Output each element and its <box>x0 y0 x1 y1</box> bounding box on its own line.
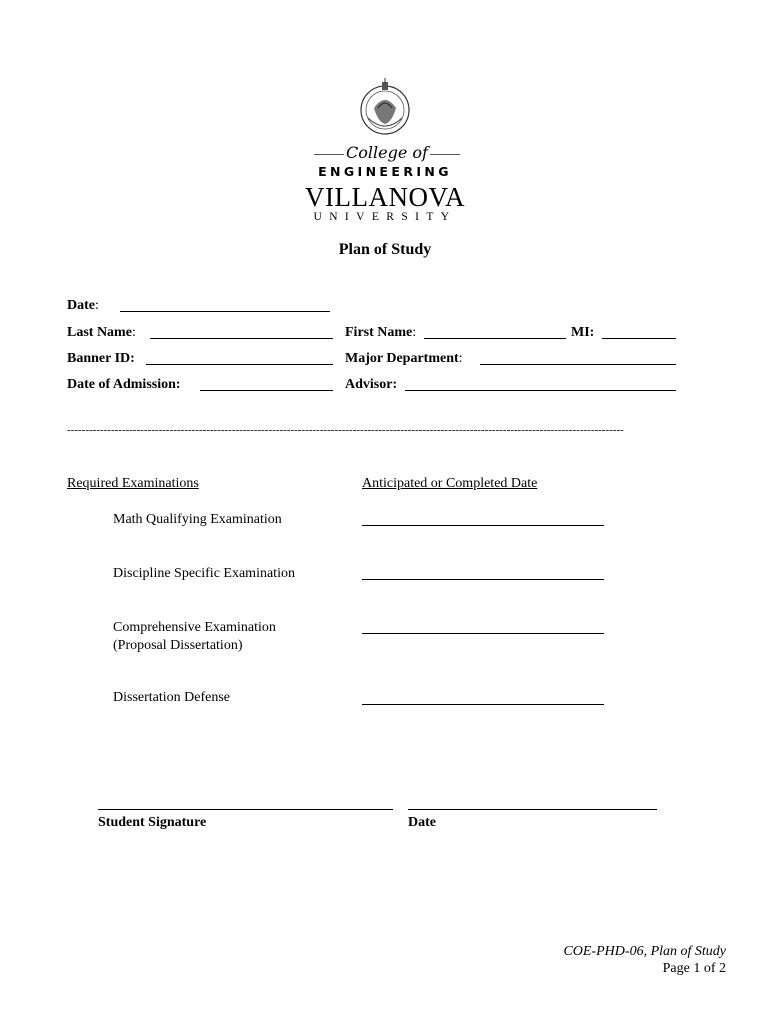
exam-date-line-discipline-specific[interactable] <box>362 579 604 580</box>
advisor-line[interactable] <box>405 378 676 391</box>
engineering-wordmark: ENGINEERING <box>318 164 452 179</box>
date-of-admission-label: Date of Admission: <box>67 377 181 392</box>
mi-line[interactable] <box>602 326 676 339</box>
date-field-line[interactable] <box>120 299 330 312</box>
date-field-label: Date: <box>67 298 99 313</box>
signature-date-label: Date <box>408 815 436 830</box>
required-examinations-heading: Required Examinations <box>67 476 199 491</box>
first-name-line[interactable] <box>424 326 566 339</box>
exam-date-line-math-qualifying[interactable] <box>362 525 604 526</box>
exam-item-dissertation-defense: Dissertation Defense <box>113 690 231 705</box>
university-wordmark: UNIVERSITY <box>313 211 457 223</box>
exam-date-line-comprehensive[interactable] <box>362 633 604 634</box>
page-number: Page 1 of 2 <box>662 961 726 976</box>
last-name-line[interactable] <box>150 326 333 339</box>
student-signature-label: Student Signature <box>98 815 207 830</box>
form-id: COE-PHD-06, Plan of Study <box>563 944 726 959</box>
major-department-line[interactable] <box>480 352 676 365</box>
mi-label: MI: <box>571 325 595 340</box>
last-name-label: Last Name: <box>67 325 136 340</box>
banner-id-label: Banner ID: <box>67 351 135 366</box>
college-of-text: College of <box>346 143 428 162</box>
date-of-admission-line[interactable] <box>200 378 333 391</box>
exam-date-line-dissertation-defense[interactable] <box>362 704 604 705</box>
banner-id-line[interactable] <box>146 352 333 365</box>
college-of-wordmark <box>314 142 460 164</box>
signature-date-line[interactable] <box>408 809 657 810</box>
exam-item-math-qualifying: Math Qualifying Examination <box>113 512 282 527</box>
exam-item-comprehensive: Comprehensive Examination (Proposal Dissertation) <box>113 620 276 653</box>
student-signature-line[interactable] <box>98 809 393 810</box>
first-name-label: First Name: <box>345 325 417 340</box>
major-department-label: Major Department: <box>345 351 463 366</box>
page-title: Plan of Study <box>338 241 432 258</box>
dashed-separator: -------------------------------------------------------------------------------------------------------------------------------------------------------- <box>67 424 624 436</box>
advisor-label: Advisor: <box>345 377 398 392</box>
university-seal-logo <box>356 78 414 138</box>
page-footer <box>563 943 726 977</box>
villanova-wordmark: VILLANOVA <box>305 182 465 212</box>
exam-item-discipline-specific: Discipline Specific Examination <box>113 566 295 581</box>
anticipated-date-heading: Anticipated or Completed Date <box>362 476 538 491</box>
